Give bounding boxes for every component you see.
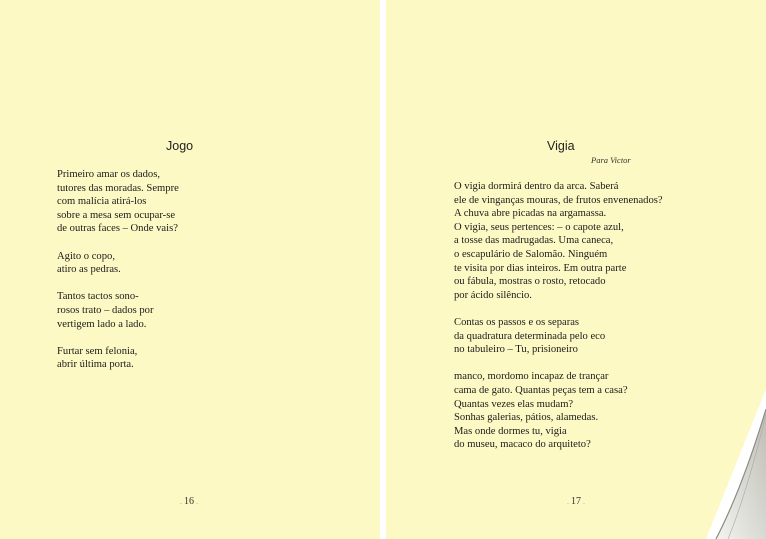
poem-line: no tabuleiro – Tu, prisioneiro bbox=[454, 344, 578, 356]
poem-line: vertigem lado a lado. bbox=[57, 318, 147, 330]
poem-line: atiro as pedras. bbox=[57, 264, 121, 276]
poem-line: O vigia, seus pertences: – o capote azul, bbox=[454, 221, 624, 233]
poem-line: Tantos tactos sono- bbox=[57, 291, 139, 303]
poem-line: manco, mordomo incapaz de trançar bbox=[454, 371, 609, 383]
stanza bbox=[57, 168, 179, 236]
folio-dot: . bbox=[567, 497, 569, 506]
poem-line: O vigia dormirá dentro da arca. Saberá bbox=[454, 181, 619, 192]
stanza bbox=[454, 370, 663, 452]
poem-line: Sonhas galerias, pátios, alamedas. bbox=[454, 412, 599, 424]
poem-line: Contas os passos e os separas bbox=[454, 316, 580, 328]
poem-title-vigia: Vigia bbox=[547, 139, 575, 153]
poem-line: Furtar sem felonia, bbox=[57, 345, 138, 357]
poem-line: com malícia atirá-los bbox=[57, 196, 147, 208]
right-page bbox=[386, 0, 766, 539]
poem-body-jogo bbox=[57, 168, 179, 372]
poem-line: rosos trato – dados por bbox=[57, 304, 154, 316]
stanza bbox=[454, 316, 663, 357]
poem-line: de outras faces – Onde vais? bbox=[57, 223, 178, 235]
poem-title-jogo: Jogo bbox=[166, 139, 194, 153]
poem-body-vigia bbox=[454, 180, 663, 452]
stanza bbox=[454, 180, 663, 302]
folio-dot: . bbox=[180, 497, 182, 506]
stanza bbox=[57, 290, 179, 331]
page-number-text: 17 bbox=[571, 496, 581, 507]
poem-dedication: Para Victor bbox=[591, 155, 631, 165]
poem-line: Primeiro amar os dados, bbox=[57, 169, 160, 180]
poem-line: te visita por dias inteiros. Em outra parte bbox=[454, 262, 627, 274]
poem-line: Quantas vezes elas mudam? bbox=[454, 398, 574, 410]
poem-line: por ácido silêncio. bbox=[454, 289, 532, 301]
poem-line: do museu, macaco do arquiteto? bbox=[454, 439, 591, 451]
folio-dot: . bbox=[583, 497, 585, 506]
poem-line: tutores das moradas. Sempre bbox=[57, 182, 179, 194]
poem-line: da quadratura determinada pelo eco bbox=[454, 330, 606, 342]
poem-line: A chuva abre picadas na argamassa. bbox=[454, 208, 607, 220]
page-number-text: 16 bbox=[184, 496, 194, 507]
stanza bbox=[57, 345, 179, 372]
folio-dot: . bbox=[196, 497, 198, 506]
page-number-right bbox=[565, 496, 587, 507]
poem-line: Mas onde dormes tu, vigia bbox=[454, 425, 567, 437]
poem-line: ele de vinganças mouras, de frutos envenenados? bbox=[454, 194, 663, 206]
left-page bbox=[0, 0, 380, 539]
poem-line: abrir última porta. bbox=[57, 359, 134, 371]
page-number-left bbox=[178, 496, 200, 507]
poem-line: ou fábula, mostras o rosto, retocado bbox=[454, 276, 606, 288]
stanza bbox=[57, 250, 179, 277]
poem-line: a tosse das madrugadas. Uma caneca, bbox=[454, 235, 614, 247]
poem-line: o escapulário de Salomão. Ninguém bbox=[454, 248, 608, 260]
poem-line: cama de gato. Quantas peças tem a casa? bbox=[454, 384, 628, 396]
page-curl-icon[interactable] bbox=[706, 389, 766, 539]
poem-line: sobre a mesa sem ocupar-se bbox=[57, 209, 176, 221]
poem-line: Agito o copo, bbox=[57, 250, 115, 262]
